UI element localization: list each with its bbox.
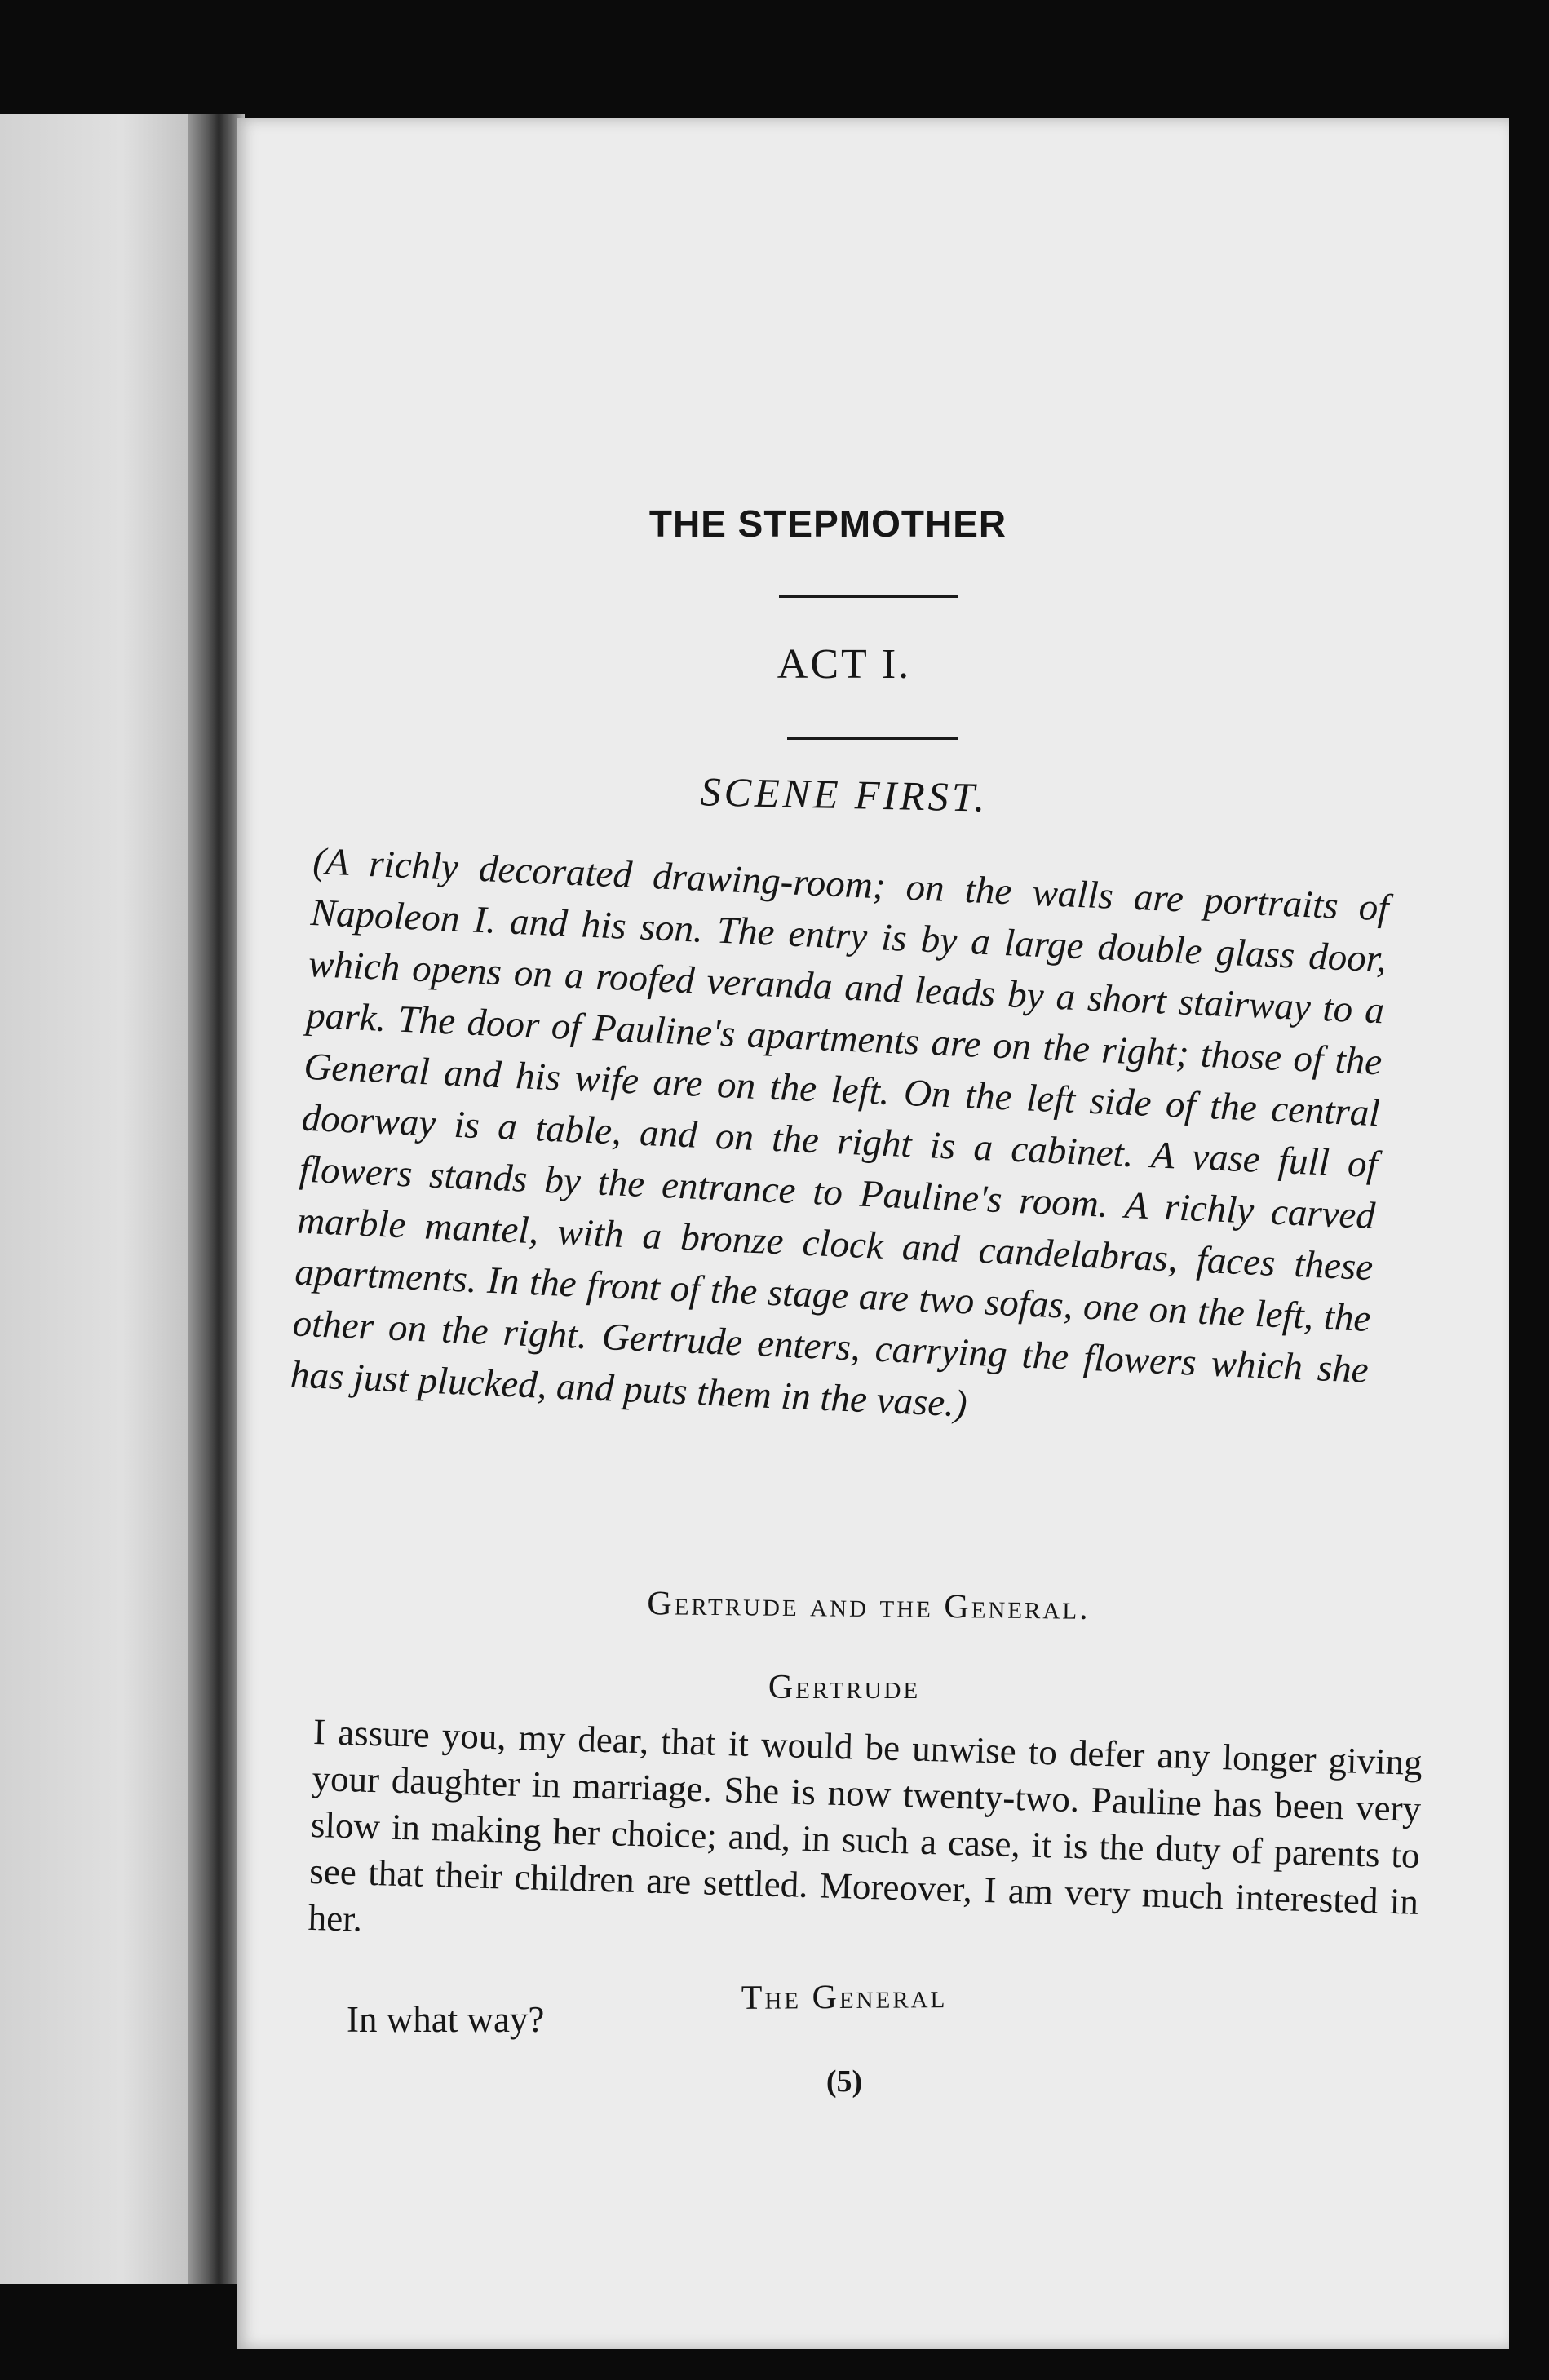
characters-on-stage: Gertrude and the General. xyxy=(647,1585,1091,1627)
book-page xyxy=(237,118,1509,2349)
scene-heading: SCENE FIRST. xyxy=(700,768,989,821)
act-heading: ACT I. xyxy=(777,641,912,688)
title-rule xyxy=(779,595,958,598)
speaker-name: The General xyxy=(741,1978,948,2017)
act-rule xyxy=(787,737,958,740)
speech-text: In what way? xyxy=(347,1999,545,2040)
speaker-name: Gertrude xyxy=(768,1669,921,1706)
page-content xyxy=(290,118,1440,2349)
speech-text: I assure you, my dear, that it would be unwise to defer any longer giving your daughter in marriage. She is now twenty-two. Pauline has been very slow in making her choice; and, in such a case, it is the duty of parents to see that their children are settled. Moreover, I am very much interested in her. xyxy=(308,1710,1423,1940)
page-number: (5) xyxy=(825,2064,863,2099)
stage-direction: (A richly decorated drawing-room; on the walls are portraits of Napoleon I. and his son. The entry is by a large double glass door, which opens on a roofed veranda and leads by a short stairway to a park. The door of Pauline's apartments are on the right; those of the General and his wife are on the left. On the left side of the central doorway is a table, and on the right is a cabinet. A vase full of flowers stands by the entrance to Pauline's room. A richly carved marble mantel, with a bronze clock and candelabras, faces these apartments. In the front of the stage are two sofas, one on the left, the other on the right. Gertrude enters, carrying the flowers which she has just plucked, and puts them in the vase.) xyxy=(290,839,1390,1426)
facing-page-edge xyxy=(0,114,204,2284)
play-title: THE STEPMOTHER xyxy=(648,502,1007,545)
